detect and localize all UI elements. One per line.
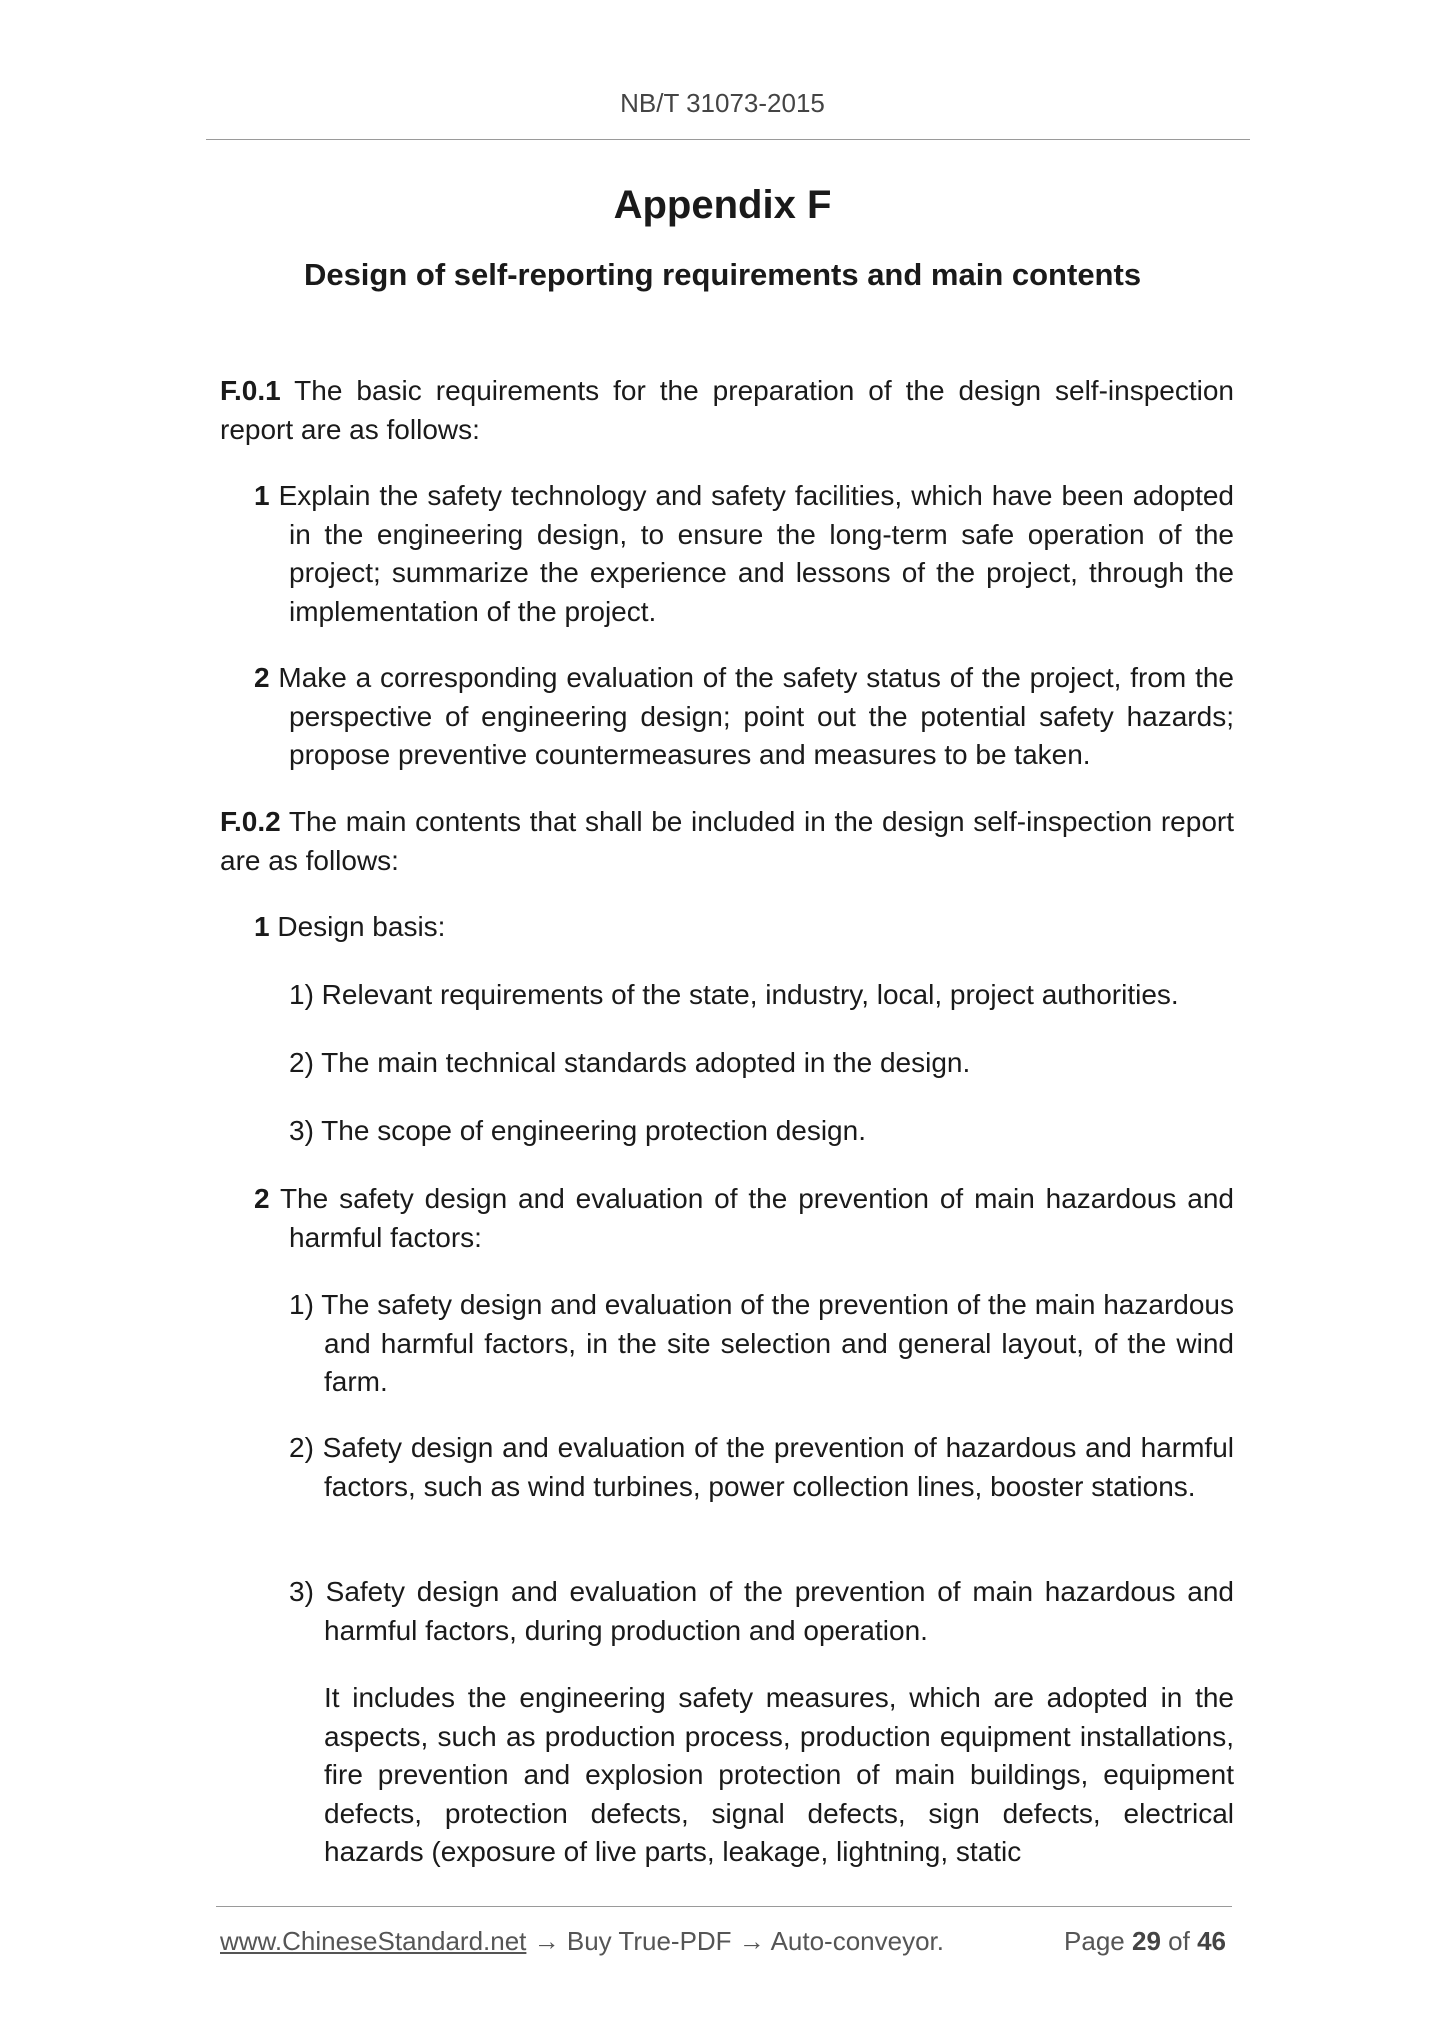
clause-f01-item-1 [254, 477, 1234, 631]
footer-promo-text: → Buy True-PDF → Auto-conveyor. [526, 1926, 945, 1956]
clause-f02-item-1-sub-3: 3) The scope of engineering protection design. [289, 1115, 866, 1146]
footer-promo [220, 1926, 944, 1957]
appendix-title: Appendix F [613, 183, 832, 227]
item-number: 2 [254, 662, 270, 693]
of-label: of [1168, 1926, 1190, 1956]
item-number: 2 [254, 1183, 270, 1214]
clause-f01-item-2 [254, 659, 1234, 775]
item-number: 1 [254, 911, 270, 942]
page-total: 46 [1197, 1926, 1226, 1956]
clause-text: The main contents that shall be included in the design self-inspection report are as follows: [220, 806, 1234, 876]
website-link[interactable]: www.ChineseStandard.net [220, 1926, 527, 1956]
page-indicator [1064, 1926, 1226, 1957]
clause-number: F.0.2 [220, 806, 281, 837]
clause-f02-item-2-sub-3-note: It includes the engineering safety measures, which are adopted in the aspects, such as production process, production equipment installations, fire prevention and explosion protection of main buildings, equipment defects, protection defects, signal defects, sign defects, electrical hazards (exposure of live parts, leakage, lightning, static [324, 1682, 1234, 1867]
clause-f02 [220, 803, 1234, 880]
header-divider [206, 139, 1250, 140]
clause-f02-item-1 [254, 908, 1234, 947]
item-text: Explain the safety technology and safety facilities, which have been adopted in the engineering design, to ensure the long-term safe operation of the project; summarize the experience and lessons of the project, through the implementation of the project. [269, 480, 1234, 627]
clause-f02-item-1-sub-1: 1) Relevant requirements of the state, industry, local, project authorities. [289, 979, 1179, 1010]
clause-f02-item-1-sub-2: 2) The main technical standards adopted in the design. [289, 1047, 971, 1078]
clause-f02-item-2-sub-3: 3) Safety design and evaluation of the prevention of main hazardous and harmful factors, during production and operation. [289, 1576, 1234, 1646]
clause-f01 [220, 372, 1234, 449]
page-number: 29 [1132, 1926, 1161, 1956]
appendix-subtitle: Design of self-reporting requirements and main contents [303, 257, 1142, 292]
page-label: Page [1064, 1926, 1125, 1956]
clause-f02-item-2-sub-1: 1) The safety design and evaluation of the prevention of the main hazardous and harmful factors, in the site selection and general layout, of the wind farm. [289, 1289, 1234, 1397]
document-code-header: NB/T 31073-2015 [620, 88, 825, 118]
clause-text: The basic requirements for the preparation of the design self-inspection report are as follows: [220, 375, 1234, 445]
item-text: Make a corresponding evaluation of the safety status of the project, from the perspective of engineering design; point out the potential safety hazards; propose preventive countermeasures and measures to be taken. [269, 662, 1234, 770]
clause-number: F.0.1 [220, 375, 281, 406]
item-number: 1 [254, 480, 270, 511]
clause-f02-item-2-sub-2: 2) Safety design and evaluation of the prevention of hazardous and harmful factors, such as wind turbines, power collection lines, booster stations. [289, 1432, 1234, 1502]
item-text: The safety design and evaluation of the prevention of main hazardous and harmful factors: [269, 1183, 1234, 1253]
clause-f02-item-2 [254, 1180, 1234, 1257]
footer-divider [216, 1906, 1232, 1907]
item-text: Design basis: [269, 911, 446, 942]
